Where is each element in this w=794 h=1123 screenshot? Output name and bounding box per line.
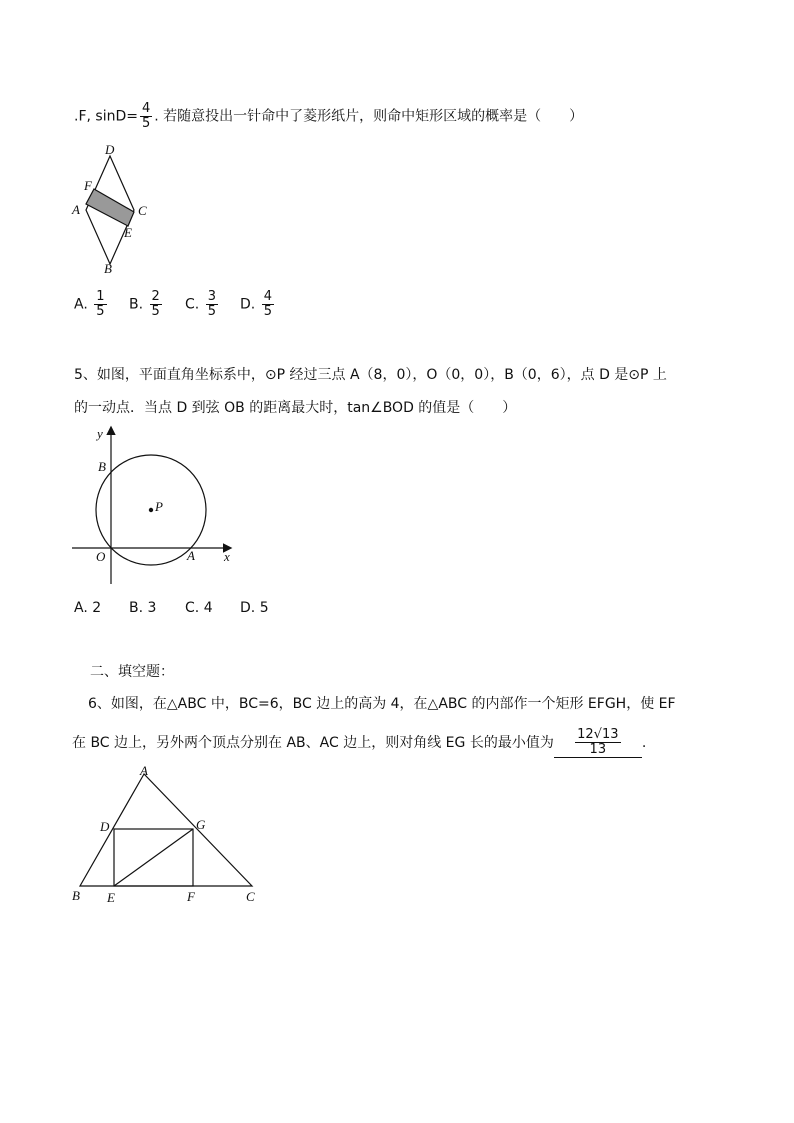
label-B: B <box>104 261 112 276</box>
q4-prefix: .F, <box>74 108 91 125</box>
label-D: D <box>105 142 115 157</box>
label-P: P <box>155 499 163 514</box>
label-B: B <box>72 888 80 903</box>
q6-stem-line1: 6、如图，在△ABC 中，BC=6，BC 边上的高为 4，在△ABC 的内部作一个矩形 EFGH，使 EF <box>88 696 676 712</box>
q4-sin-label: sinD= <box>95 108 138 125</box>
q4-option-c[interactable]: C. $\frac{3}{5}$ <box>185 289 216 319</box>
q6-stem-line2 <box>72 728 646 758</box>
label-O: O <box>96 549 106 564</box>
q6-stem-text: 在 BC 边上，另外两个顶点分别在 AB、AC 边上，则对角线 EG 长的最小值为 <box>72 735 554 751</box>
diagonal-eg <box>114 829 193 886</box>
q4-stem <box>74 102 583 131</box>
label-C: C <box>138 203 147 218</box>
label-D: D <box>100 819 110 834</box>
q5-stem-line1: 5、如图，平面直角坐标系中，⊙P 经过三点 A（8，0），O（0，0），B（0，6），点 D 是⊙P 上 <box>74 367 667 383</box>
label-F: F <box>84 178 92 193</box>
q4-option-d[interactable]: D. $\frac{4}{5}$ <box>240 289 272 319</box>
q4-option-b[interactable]: B. $\frac{2}{5}$ <box>129 289 160 319</box>
q4-sin-fraction: $\frac{4}{5}$ <box>141 101 151 131</box>
q4-text: . 若随意投出一针命中了菱形纸片，则命中矩形区域的概率是（ ） <box>154 108 584 125</box>
q5-option-a[interactable]: A. 2 <box>74 600 102 616</box>
q6-stem-end: . <box>641 735 647 751</box>
q5-circle-figure <box>66 422 246 590</box>
q6-answer-fraction: $\frac{12√13}{13}$ <box>577 727 619 757</box>
q5-option-b[interactable]: B. 3 <box>129 600 157 616</box>
q6-answer-blank <box>554 728 642 758</box>
label-G: G <box>196 817 206 832</box>
label-C: C <box>246 889 255 904</box>
q4-rhombus-figure <box>66 142 156 277</box>
q4-option-a[interactable]: A. $\frac{1}{5}$ <box>74 289 105 319</box>
q5-stem-line2: 的一动点．当点 D 到弦 OB 的距离最大时，tan∠BOD 的值是（ ） <box>74 400 517 416</box>
q5-option-d[interactable]: D. 5 <box>240 600 269 616</box>
label-A: A <box>72 202 80 217</box>
label-y: y <box>97 426 103 441</box>
label-A: A <box>187 548 195 563</box>
label-E: E <box>124 225 132 240</box>
label-x: x <box>224 549 230 564</box>
label-E: E <box>107 890 115 905</box>
label-F: F <box>187 889 195 904</box>
center-point-p <box>149 508 153 512</box>
q5-option-c[interactable]: C. 4 <box>185 600 213 616</box>
section-title: 二、填空题： <box>90 664 174 680</box>
q6-triangle-figure <box>66 762 266 907</box>
label-A: A <box>140 763 148 778</box>
label-B: B <box>98 459 106 474</box>
